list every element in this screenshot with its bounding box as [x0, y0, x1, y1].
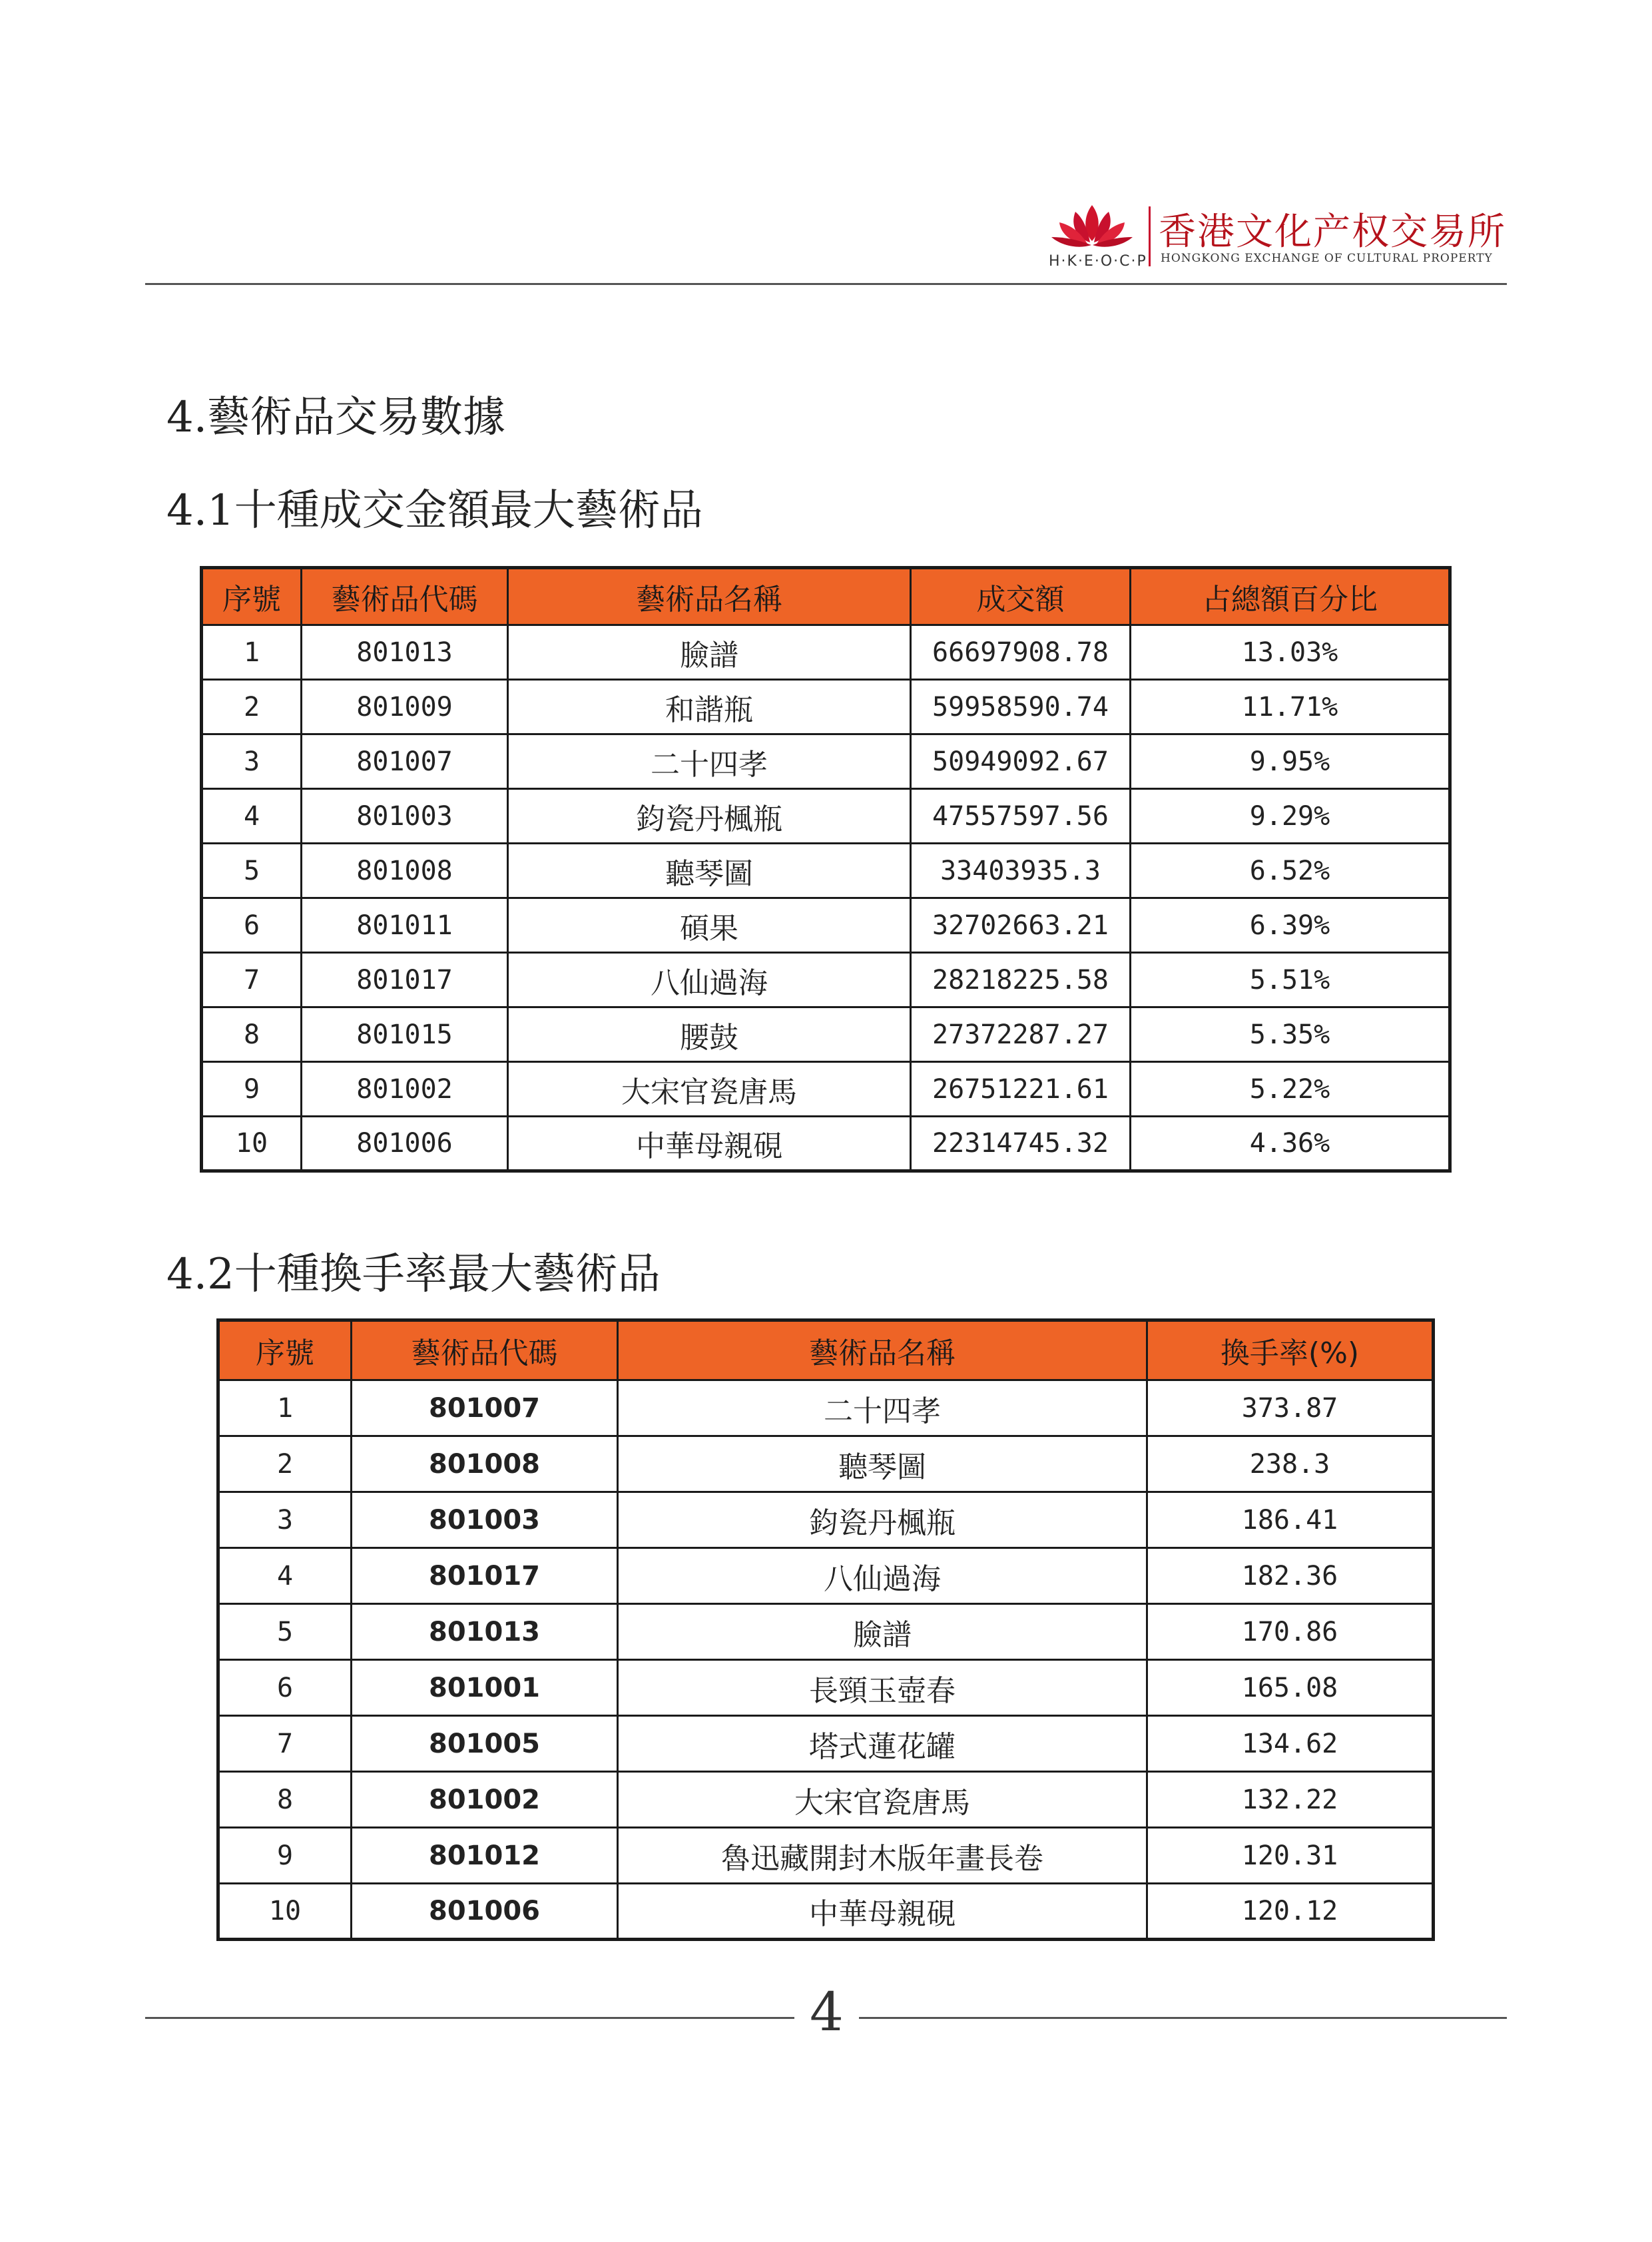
cell-percent: 5.35%: [1131, 1007, 1450, 1062]
col-header-code: 藝術品代碼: [352, 1320, 618, 1380]
org-name-cn: 香港文化产权交易所: [1159, 210, 1506, 254]
table-row: [202, 844, 1450, 898]
cell-code: 801006: [352, 1884, 618, 1940]
cell-percent: 6.39%: [1131, 898, 1450, 953]
cell-turnover-rate: 373.87: [1147, 1380, 1434, 1436]
cell-turnover-rate: 238.3: [1147, 1436, 1434, 1492]
cell-amount: 27372287.27: [911, 1007, 1131, 1062]
cell-name: 二十四孝: [508, 734, 911, 789]
org-name-en: HONGKONG EXCHANGE OF CULTURAL PROPERTY: [1161, 252, 1493, 265]
cell-code: 801006: [302, 1117, 508, 1171]
cell-code: 801005: [352, 1716, 618, 1772]
page-number: 4: [810, 1981, 844, 2043]
cell-index: 2: [202, 680, 302, 734]
cell-index: 4: [218, 1548, 352, 1604]
cell-turnover-rate: 186.41: [1147, 1492, 1434, 1548]
cell-name: 鈞瓷丹楓瓶: [508, 789, 911, 844]
section-title: 4.藝術品交易數據: [166, 393, 506, 442]
cell-code: 801017: [302, 953, 508, 1007]
table-row: [202, 953, 1450, 1007]
footer-divider-left: [145, 2017, 794, 2019]
cell-name: 長頸玉壺春: [618, 1660, 1147, 1716]
cell-name: 魯迅藏開封木版年畫長卷: [618, 1828, 1147, 1884]
cell-amount: 22314745.32: [911, 1117, 1131, 1171]
table-row: [218, 1436, 1434, 1492]
cell-percent: 6.52%: [1131, 844, 1450, 898]
cell-amount: 28218225.58: [911, 953, 1131, 1007]
cell-code: 801009: [302, 680, 508, 734]
cell-index: 3: [202, 734, 302, 789]
col-header-index: 序號: [202, 568, 302, 625]
cell-code: 801001: [352, 1660, 618, 1716]
table-row: [202, 1117, 1450, 1171]
cell-name: 塔式蓮花罐: [618, 1716, 1147, 1772]
footer-divider-right: [859, 2017, 1507, 2019]
table-row: [202, 734, 1450, 789]
cell-name: 鈞瓷丹楓瓶: [618, 1492, 1147, 1548]
table-row: [218, 1884, 1434, 1940]
table-row: [202, 625, 1450, 680]
col-header-amount: 成交額: [911, 568, 1131, 625]
table-row: [202, 898, 1450, 953]
cell-code: 801013: [302, 625, 508, 680]
table-row: [218, 1380, 1434, 1436]
table-row: [218, 1492, 1434, 1548]
cell-code: 801002: [302, 1062, 508, 1117]
table-row: [202, 680, 1450, 734]
cell-name: 聽琴圖: [618, 1436, 1147, 1492]
cell-name: 大宋官瓷唐馬: [508, 1062, 911, 1117]
col-header-name: 藝術品名稱: [508, 568, 911, 625]
col-header-name: 藝術品名稱: [618, 1320, 1147, 1380]
cell-code: 801011: [302, 898, 508, 953]
cell-turnover-rate: 170.86: [1147, 1604, 1434, 1660]
table2-title: 4.2十種換手率最大藝術品: [166, 1250, 661, 1299]
col-header-index: 序號: [218, 1320, 352, 1380]
cell-index: 9: [202, 1062, 302, 1117]
cell-name: 碩果: [508, 898, 911, 953]
cell-index: 5: [218, 1604, 352, 1660]
cell-code: 801003: [352, 1492, 618, 1548]
cell-name: 大宋官瓷唐馬: [618, 1772, 1147, 1828]
table-row: [218, 1548, 1434, 1604]
cell-name: 腰鼓: [508, 1007, 911, 1062]
cell-code: 801017: [352, 1548, 618, 1604]
cell-code: 801007: [302, 734, 508, 789]
cell-name: 臉譜: [618, 1604, 1147, 1660]
logo-separator: [1149, 206, 1151, 266]
table-header-row: [202, 568, 1450, 625]
cell-percent: 9.29%: [1131, 789, 1450, 844]
top-turnover-value-table: [200, 566, 1452, 1173]
table-row: [218, 1604, 1434, 1660]
table-row: [218, 1660, 1434, 1716]
col-header-percent: 占總額百分比: [1131, 568, 1450, 625]
cell-turnover-rate: 134.62: [1147, 1716, 1434, 1772]
cell-name: 和諧瓶: [508, 680, 911, 734]
cell-percent: 4.36%: [1131, 1117, 1450, 1171]
cell-percent: 5.22%: [1131, 1062, 1450, 1117]
cell-code: 801003: [302, 789, 508, 844]
cell-turnover-rate: 132.22: [1147, 1772, 1434, 1828]
cell-index: 1: [218, 1380, 352, 1436]
col-header-code: 藝術品代碼: [302, 568, 508, 625]
cell-amount: 50949092.67: [911, 734, 1131, 789]
cell-index: 10: [218, 1884, 352, 1940]
cell-amount: 59958590.74: [911, 680, 1131, 734]
cell-index: 7: [218, 1716, 352, 1772]
cell-code: 801013: [352, 1604, 618, 1660]
cell-amount: 47557597.56: [911, 789, 1131, 844]
table-row: [218, 1828, 1434, 1884]
header-logo: [1049, 200, 1515, 273]
cell-index: 2: [218, 1436, 352, 1492]
cell-turnover-rate: 182.36: [1147, 1548, 1434, 1604]
table-row: [218, 1772, 1434, 1828]
cell-index: 10: [202, 1117, 302, 1171]
table-header-row: [218, 1320, 1434, 1380]
cell-turnover-rate: 165.08: [1147, 1660, 1434, 1716]
cell-percent: 9.95%: [1131, 734, 1450, 789]
cell-code: 801008: [302, 844, 508, 898]
cell-turnover-rate: 120.31: [1147, 1828, 1434, 1884]
cell-amount: 26751221.61: [911, 1062, 1131, 1117]
cell-percent: 5.51%: [1131, 953, 1450, 1007]
cell-name: 中華母親硯: [618, 1884, 1147, 1940]
cell-code: 801002: [352, 1772, 618, 1828]
cell-name: 八仙過海: [618, 1548, 1147, 1604]
logo-abbreviation: H·K·E·O·C·P: [1049, 253, 1147, 270]
cell-code: 801007: [352, 1380, 618, 1436]
cell-percent: 13.03%: [1131, 625, 1450, 680]
table1-title: 4.1十種成交金額最大藝術品: [166, 486, 703, 535]
lotus-logo-icon: [1049, 200, 1135, 253]
cell-name: 八仙過海: [508, 953, 911, 1007]
cell-index: 7: [202, 953, 302, 1007]
cell-index: 8: [202, 1007, 302, 1062]
cell-amount: 66697908.78: [911, 625, 1131, 680]
table-row: [218, 1716, 1434, 1772]
cell-turnover-rate: 120.12: [1147, 1884, 1434, 1940]
top-turnover-rate-table: [216, 1318, 1435, 1941]
table-row: [202, 1062, 1450, 1117]
cell-amount: 33403935.3: [911, 844, 1131, 898]
cell-index: 1: [202, 625, 302, 680]
cell-name: 二十四孝: [618, 1380, 1147, 1436]
table-row: [202, 1007, 1450, 1062]
cell-index: 5: [202, 844, 302, 898]
cell-name: 聽琴圖: [508, 844, 911, 898]
cell-amount: 32702663.21: [911, 898, 1131, 953]
col-header-turnover-rate: 換手率(%): [1147, 1320, 1434, 1380]
cell-index: 9: [218, 1828, 352, 1884]
cell-index: 3: [218, 1492, 352, 1548]
cell-index: 8: [218, 1772, 352, 1828]
cell-index: 6: [202, 898, 302, 953]
cell-code: 801015: [302, 1007, 508, 1062]
table-row: [202, 789, 1450, 844]
cell-percent: 11.71%: [1131, 680, 1450, 734]
cell-code: 801008: [352, 1436, 618, 1492]
cell-code: 801012: [352, 1828, 618, 1884]
cell-name: 中華母親硯: [508, 1117, 911, 1171]
cell-index: 6: [218, 1660, 352, 1716]
header-divider: [145, 283, 1507, 285]
cell-index: 4: [202, 789, 302, 844]
cell-name: 臉譜: [508, 625, 911, 680]
